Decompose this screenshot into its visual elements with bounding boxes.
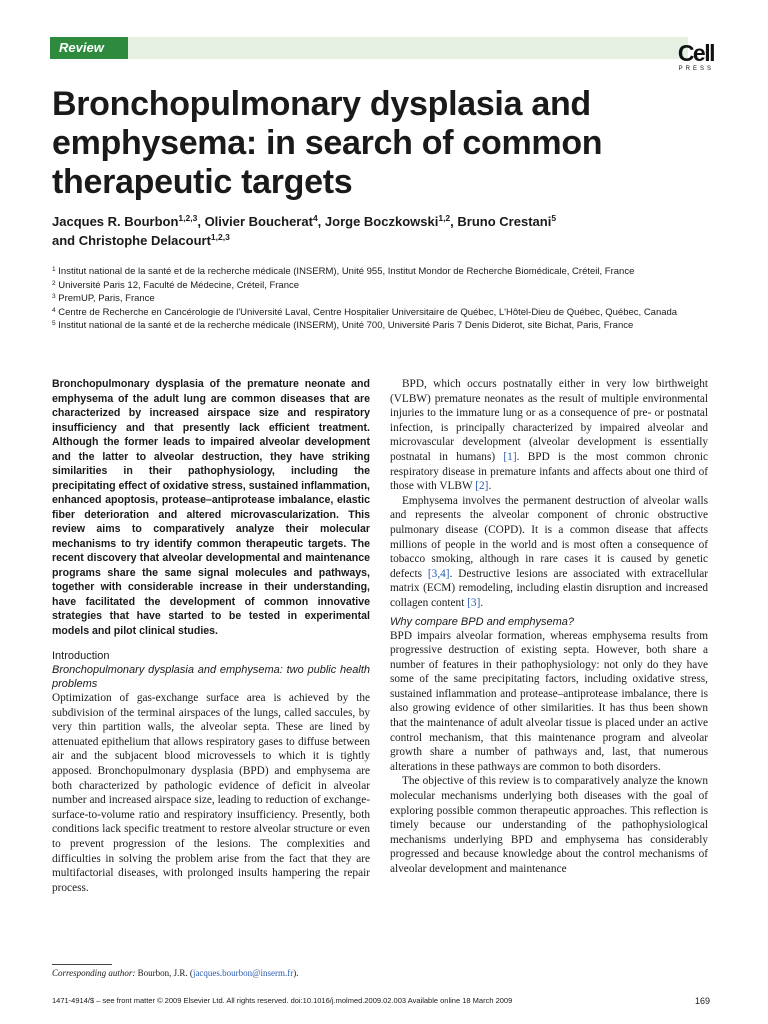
abstract: Bronchopulmonary dysplasia of the premature neonate and emphysema of the adult lung are common diseases that are characterized by increased airspace size and respiratory insufficiency and that presently lack efficient treatment. Although the former leads to impaired alveolar development and the latter to alveolar destruction, they have striking similarities in their pathophysiology, including the precipitating effect of oxidative stress, sustained inflammation, enhanced apoptosis, protease–antiprotease imbalance, elastic fiber deterioration and altered microvascularization. This review aims to comparatively analyze their molecular mechanisms to try identify common therapeutic targets. The recent discovery that alveolar developmental and maintenance programs share the same signal molecules and pathways, together with considerable increase in their understanding, have facilitated the development of common innovative strategies that have started to be tested in experimental models and pilot clinical studies. [52, 378, 370, 637]
affiliation-text: Institut national de la santé et de la recherche médicale (INSERM), Unité 955, Institut Mondor de Recherche Biomédicale, Créteil, France [58, 266, 635, 277]
page-footer [52, 996, 710, 1005]
body-paragraph: BPD impairs alveolar formation, whereas emphysema results from progressive destruction of existing septa. However, both share a number of features in their pathophysiology: not only do they have some of the same precipitating factors, including oxidative stress, sustained inflammation and protease–antiprotease imbalance, there is also growing evidence of other similarities. It has thus been shown that the maintenance of adult alveolar tissue is placed under an active control mechanism, that this maintenance program and alveolar growth share a number of pathways and, last, that numerous alterations in these pathways are common to both disorders. [390, 629, 708, 773]
page-number: 169 [694, 996, 710, 1006]
affiliation-text: PremUP, Paris, France [58, 293, 155, 305]
body-paragraph: The objective of this review is to comparatively analyze the known molecular mechanisms underlying both diseases with the goal of exploring possible common therapeutic approaches. This reflection is timely because our understanding of the pathophysiological mechanisms underlying BPD and emphysema has considerably progressed and because knowledge about the control mechanisms of alveolar development and maintenance [390, 775, 708, 875]
citation-link[interactable]: [3,4] [427, 567, 450, 580]
body-paragraph [390, 494, 708, 611]
affiliation-num: 3 [52, 293, 56, 301]
author-name: and Christophe Delacourt [52, 233, 211, 248]
author-name: Jacques R. Bourbon [52, 214, 179, 229]
correspondence-close: ). [293, 968, 299, 978]
correspondence-name: Bourbon, J.R. ( [135, 968, 193, 978]
subsection-heading: Bronchopulmonary dysplasia and emphysema: two public health problems [52, 664, 370, 690]
author-list [52, 212, 712, 250]
author-affil: 1,2 [438, 213, 451, 223]
text-run: . Destructive lesions are associated with extracellular matrix (ECM) remodeling, including elastin disruption and increased collagen content [390, 567, 709, 609]
author-affil: 4 [312, 213, 318, 223]
text-run: . [488, 480, 492, 493]
text-run: BPD, which occurs postnatally either in very low birthweight (VLBW) premature neonates as the result of multiple environmental injuries to the immature lung or as a consequence of pre- or postnatal infection, is principally characterized by impaired alveolar and microvascular development (alveolar development is essentially postnatal in humans) [390, 378, 708, 463]
author-sep: , [197, 214, 205, 229]
section-bar [128, 37, 688, 59]
affiliation-text: Université Paris 12, Faculté de Médecine, Créteil, France [58, 279, 300, 291]
publisher-logo [644, 42, 714, 72]
author-affil: 1,2,3 [210, 232, 230, 242]
logo-main: Cell [677, 40, 714, 66]
citation-link[interactable]: [2] [475, 480, 489, 493]
email-link[interactable]: jacques.bourbon@inserm.fr [192, 968, 294, 978]
author-sep: , [317, 214, 325, 229]
text-run: Emphysema involves the permanent destruction of alveolar walls and represents the alveolar component of chronic obstructive pulmonary disease (COPD). It is a common disease that affects millions of people in the world and is most often a consequence of tobacco smoking, although in rare cases it is caused by genetic defects [390, 494, 708, 580]
body-paragraph [390, 377, 708, 494]
affiliation-text: Institut national de la santé et de la recherche médicale (INSERM), Unité 700, Université Paris 7 Denis Diderot, site Bichat, Paris, France [58, 320, 634, 332]
affiliation-num: 4 [52, 306, 56, 314]
affiliation [52, 319, 712, 333]
text-run: . BPD is the most common chronic respiratory disease in premature infants and affects about one third of those with VLBW [390, 450, 708, 493]
affiliations [52, 265, 712, 333]
section-heading: Introduction [52, 650, 110, 662]
author-name: Olivier Boucherat [204, 214, 313, 229]
author-affil: 1,2,3 [178, 213, 198, 223]
section-label: Review [59, 40, 104, 55]
subsection-heading: Why compare BPD and emphysema? [390, 615, 575, 628]
correspondence-label: Corresponding author: [52, 968, 136, 978]
footnote-rule [52, 964, 112, 965]
text-run: . [480, 596, 484, 609]
affiliation-num: 1 [52, 266, 56, 273]
affiliation-num: 5 [52, 320, 56, 328]
left-column [52, 377, 370, 895]
affiliation [52, 292, 712, 306]
affiliation [52, 279, 712, 293]
author-sep: , [450, 214, 458, 229]
affiliation [52, 306, 712, 320]
section-tab [50, 37, 128, 59]
citation-link[interactable]: [1] [503, 450, 517, 463]
author-affil: 5 [551, 213, 557, 223]
correspondence-note [52, 967, 370, 979]
author-name: Jorge Boczkowski [324, 214, 439, 229]
affiliation-text: Centre de Recherche en Cancérologie de l'Université Laval, Centre Hospitalier Universitaire de Québec, L'Hôtel-Dieu de Québec, Québec, Canada [58, 306, 678, 318]
citation-link[interactable]: [3] [467, 596, 481, 609]
author-name: Bruno Crestani [457, 214, 552, 229]
footer-text: 1471-4914/$ – see front matter © 2009 Elsevier Ltd. All rights reserved. doi:10.1016/j.molmed.2009.02.003 Available online 18 March 2009 [52, 996, 513, 1005]
affiliation [52, 265, 712, 279]
right-column [390, 377, 708, 877]
article-title: Bronchopulmonary dysplasia and emphysema: in search of common therapeutic targets [52, 85, 603, 201]
logo-sub: PRESS [678, 66, 714, 72]
affiliation-num: 2 [52, 279, 56, 287]
body-paragraph: Optimization of gas-exchange surface area is achieved by the subdivision of the terminal airspaces of the lungs, called saccules, by very thin partition walls, the alveolar septa. These are lined by attenuated epithelium that allows respiratory gases to diffuse between air and the subjacent blood microvessels to which it is tightly apposed. Bronchopulmonary dysplasia (BPD) and emphysema are both characterized by pathologic evidence of deficit in alveolar number and increased airspace size, leading to reduction of exchange-surface-to-volume ratio and respiratory insufficiency. Presently, both conditions lack specific treatment to restore alveolar structure or even to prevent progression of the lesions. The complexities and difficulties in solving the problem arise from the fact that they are multifactorial diseases, with prolonged insults hampering the repair process. [52, 692, 370, 894]
